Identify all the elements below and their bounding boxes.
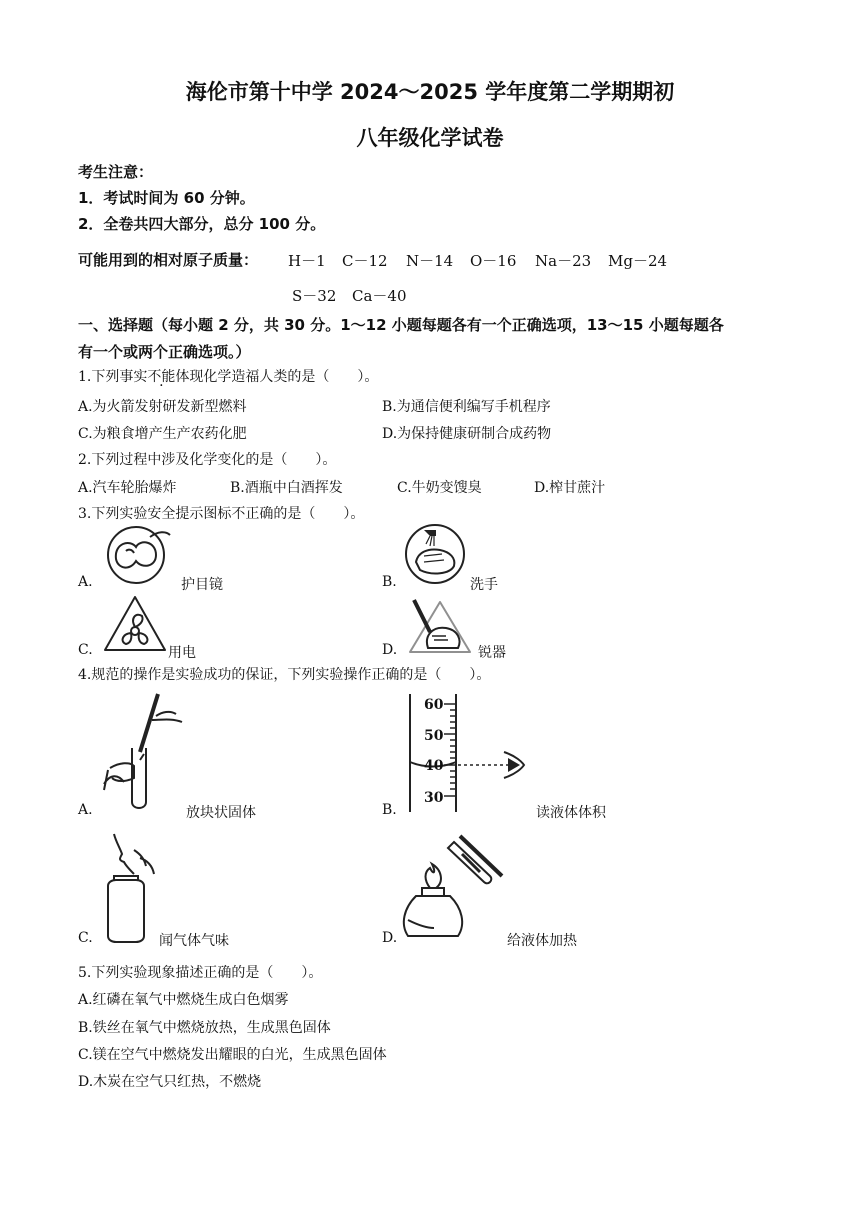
question-3-option-d-letter: D. — [382, 642, 398, 658]
question-1-stem: 1.下列事实不能体现化学造福人类的是（ ）。 — [78, 369, 379, 385]
goggles-icon — [104, 525, 174, 587]
atomic-mass-h: H－1 — [288, 252, 326, 270]
cylinder-scale-60: 60 — [424, 697, 444, 713]
question-3-stem: 3.下列实验安全提示图标不正确的是（ ）。 — [78, 506, 365, 522]
question-3-option-d-caption: 锐器 — [478, 645, 506, 661]
exam-title-line2: 八年级化学试卷 — [356, 126, 504, 150]
question-3-option-c-letter: C. — [78, 642, 93, 658]
atomic-mass-ca: Ca－40 — [352, 287, 407, 305]
hand-wash-icon — [404, 522, 470, 586]
question-2-option-a: A.汽车轮胎爆炸 — [78, 480, 177, 496]
question-4-option-a-caption: 放块状固体 — [186, 805, 256, 821]
question-4-option-d-letter: D. — [382, 930, 398, 946]
smelling-gas-illustration — [100, 830, 160, 942]
cylinder-scale-40: 40 — [424, 758, 444, 774]
exam-title-line1: 海伦市第十中学 2024～2025 学年度第二学期期初 — [185, 80, 675, 104]
question-5-option-b: B.铁丝在氧气中燃烧放热，生成黑色固体 — [78, 1020, 331, 1036]
notice-item-1: 1．考试时间为 60 分钟。 — [78, 189, 255, 207]
question-1-option-d: D.为保持健康研制合成药物 — [382, 426, 552, 442]
section1-heading-line2: 有一个或两个正确选项。） — [78, 343, 251, 361]
question-4-option-d-caption: 给液体加热 — [507, 933, 577, 949]
atomic-mass-n: N－14 — [406, 252, 454, 270]
question-1-option-c: C.为粮食增产生产农药化肥 — [78, 426, 247, 442]
question-5-option-a: A.红磷在氧气中燃烧生成白色烟雾 — [78, 992, 289, 1008]
question-4-option-c-letter: C. — [78, 930, 93, 946]
question-3-option-b-letter: B. — [382, 574, 397, 590]
atomic-mass-label: 可能用到的相对原子质量： — [78, 251, 259, 269]
question-5-option-c: C.镁在空气中燃烧发出耀眼的白光，生成黑色固体 — [78, 1047, 387, 1063]
question-4-option-c-caption: 闻气体气味 — [159, 933, 229, 949]
question-5-option-d: D.木炭在空气只红热，不燃烧 — [78, 1074, 262, 1090]
heating-liquid-illustration — [402, 832, 506, 944]
section1-heading-line1: 一、选择题（每小题 2 分，共 30 分。1～12 小题每题各有一个正确选项，13～15 小题每题各 — [78, 316, 724, 334]
question-3-option-a-letter: A. — [78, 574, 93, 590]
test-tube-solid-illustration — [100, 690, 190, 814]
question-2-stem: 2.下列过程中涉及化学变化的是（ ）。 — [78, 452, 337, 468]
question-4-option-b-caption: 读液体体积 — [536, 805, 606, 821]
atomic-mass-c: C－12 — [342, 252, 388, 270]
question-2-option-b: B.酒瓶中白酒挥发 — [230, 480, 343, 496]
question-4-option-b-letter: B. — [382, 802, 397, 818]
question-2-option-d: D.榨甘蔗汁 — [534, 480, 606, 496]
question-4-option-a-letter: A. — [78, 802, 93, 818]
question-4-stem: 4.规范的操作是实验成功的保证，下列实验操作正确的是（ ）。 — [78, 667, 491, 683]
cylinder-scale-30: 30 — [424, 790, 444, 806]
question-1-option-b: B.为通信便利编写手机程序 — [382, 399, 551, 415]
cylinder-scale-50: 50 — [424, 728, 444, 744]
question-2-option-c: C.牛奶变馊臭 — [397, 480, 482, 496]
question-3-option-a-caption: 护目镜 — [181, 577, 223, 593]
sharp-object-icon — [406, 596, 474, 656]
question-1-emphasis: 不能 — [147, 369, 176, 385]
atomic-mass-o: O－16 — [470, 252, 517, 270]
question-1-option-a: A.为火箭发射研发新型燃料 — [78, 399, 247, 415]
question-5-stem: 5.下列实验现象描述正确的是（ ）。 — [78, 965, 323, 981]
fan-icon — [102, 594, 168, 654]
question-3-option-c-caption: 用电 — [168, 645, 196, 661]
atomic-mass-s: S－32 — [292, 287, 337, 305]
atomic-mass-na: Na－23 — [535, 252, 592, 270]
atomic-mass-mg: Mg－24 — [608, 252, 668, 270]
question-3-option-b-caption: 洗手 — [470, 577, 498, 593]
notice-heading: 考生注意： — [78, 163, 154, 181]
notice-item-2: 2．全卷共四大部分，总分 100 分。 — [78, 215, 326, 233]
